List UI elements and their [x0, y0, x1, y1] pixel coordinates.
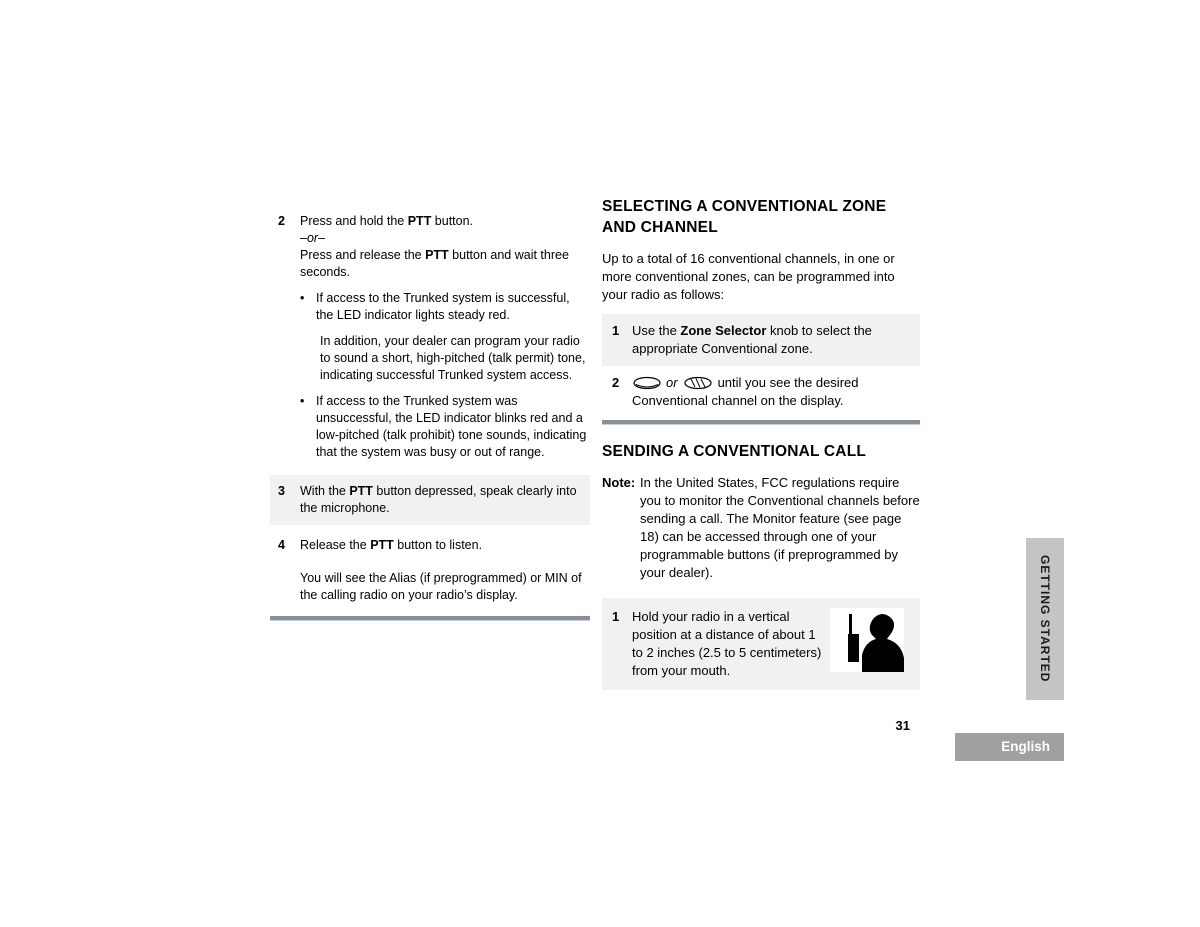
bullet-text: If access to the Trunked system was unsuccessful, the LED indicator blinks red and a low-pitched (talk prohibit) tone sounds, indicating that the system was busy or out of range. — [316, 394, 587, 459]
note-text: In the United States, FCC regulations require you to monitor the Conventional channels before sending a call. The Monitor feature (see page 18) can be accessed through one of your programmable buttons (if preprogrammed by your dealer). — [640, 475, 920, 580]
step-number: 1 — [612, 609, 620, 624]
step-body — [300, 213, 590, 461]
left-column — [270, 213, 590, 621]
step-number: 2 — [612, 375, 620, 390]
bullet-marker: • — [300, 291, 305, 305]
or-separator: –or– — [300, 231, 326, 245]
step-body — [632, 374, 920, 410]
page-number: 31 — [895, 718, 910, 733]
step-number: 4 — [278, 538, 285, 552]
person-speaking-into-radio-illustration — [830, 608, 904, 672]
step-body: With the PTT button depressed, speak clearly into the microphone. — [300, 484, 577, 515]
step-body: Use the Zone Selector knob to select the appropriate Conventional zone. — [632, 323, 872, 356]
step-2-line-1: Press and hold the PTT button. — [300, 214, 474, 228]
step-text: until you see the desired Conventional channel on the display. — [632, 375, 859, 408]
or-word: or — [666, 375, 678, 390]
bullet-item — [300, 393, 590, 461]
language-tab: English — [955, 733, 1064, 761]
step-4 — [270, 537, 590, 554]
chapter-tab-getting-started — [1026, 538, 1064, 700]
intro-paragraph: Up to a total of 16 conventional channels, in one or more conventional zones, can be programmed into your radio as follows: — [602, 251, 895, 302]
note-label: Note: — [602, 475, 636, 490]
step-body: Release the PTT button to listen. — [300, 538, 483, 552]
note-block — [602, 474, 920, 582]
step-number: 2 — [278, 214, 285, 228]
step-body: Hold your radio in a vertical position at a distance of about 1 to 2 inches (2.5 to 5 centimeters) from your mouth. — [632, 609, 822, 678]
sending-step-1-highlight — [602, 598, 920, 690]
chapter-tab-label: GETTING STARTED — [1038, 555, 1052, 683]
step-number: 1 — [612, 323, 620, 338]
channel-down-button-icon — [683, 376, 713, 390]
selecting-step-1 — [602, 322, 910, 358]
bullet-text: If access to the Trunked system is successful, the LED indicator lights steady red. — [316, 291, 570, 322]
step-3-highlight — [270, 475, 590, 525]
step-number: 3 — [278, 484, 285, 498]
section-divider — [602, 420, 920, 425]
step-2-line-2: Press and release the PTT button and wait three seconds. — [300, 248, 569, 279]
bullet-sub-paragraph: In addition, your dealer can program your radio to sound a short, high-pitched (talk permit) tone, indicating successful Trunked system access. — [320, 334, 586, 382]
bullet-marker: • — [300, 394, 305, 408]
step-2 — [270, 213, 590, 461]
bullet-item — [300, 290, 590, 324]
closing-paragraph: You will see the Alias (if preprogrammed) or MIN of the calling radio on your radio’s display. — [300, 571, 582, 602]
step-3 — [270, 483, 580, 517]
selecting-step-2 — [602, 374, 920, 410]
section-heading-sending: SENDING A CONVENTIONAL CALL — [602, 443, 867, 460]
section-heading-selecting: SELECTING A CONVENTIONAL ZONE AND CHANNEL — [602, 198, 887, 236]
right-column — [602, 196, 920, 690]
selecting-step-1-highlight — [602, 314, 920, 366]
channel-up-button-icon — [632, 376, 662, 390]
section-divider — [270, 616, 590, 621]
